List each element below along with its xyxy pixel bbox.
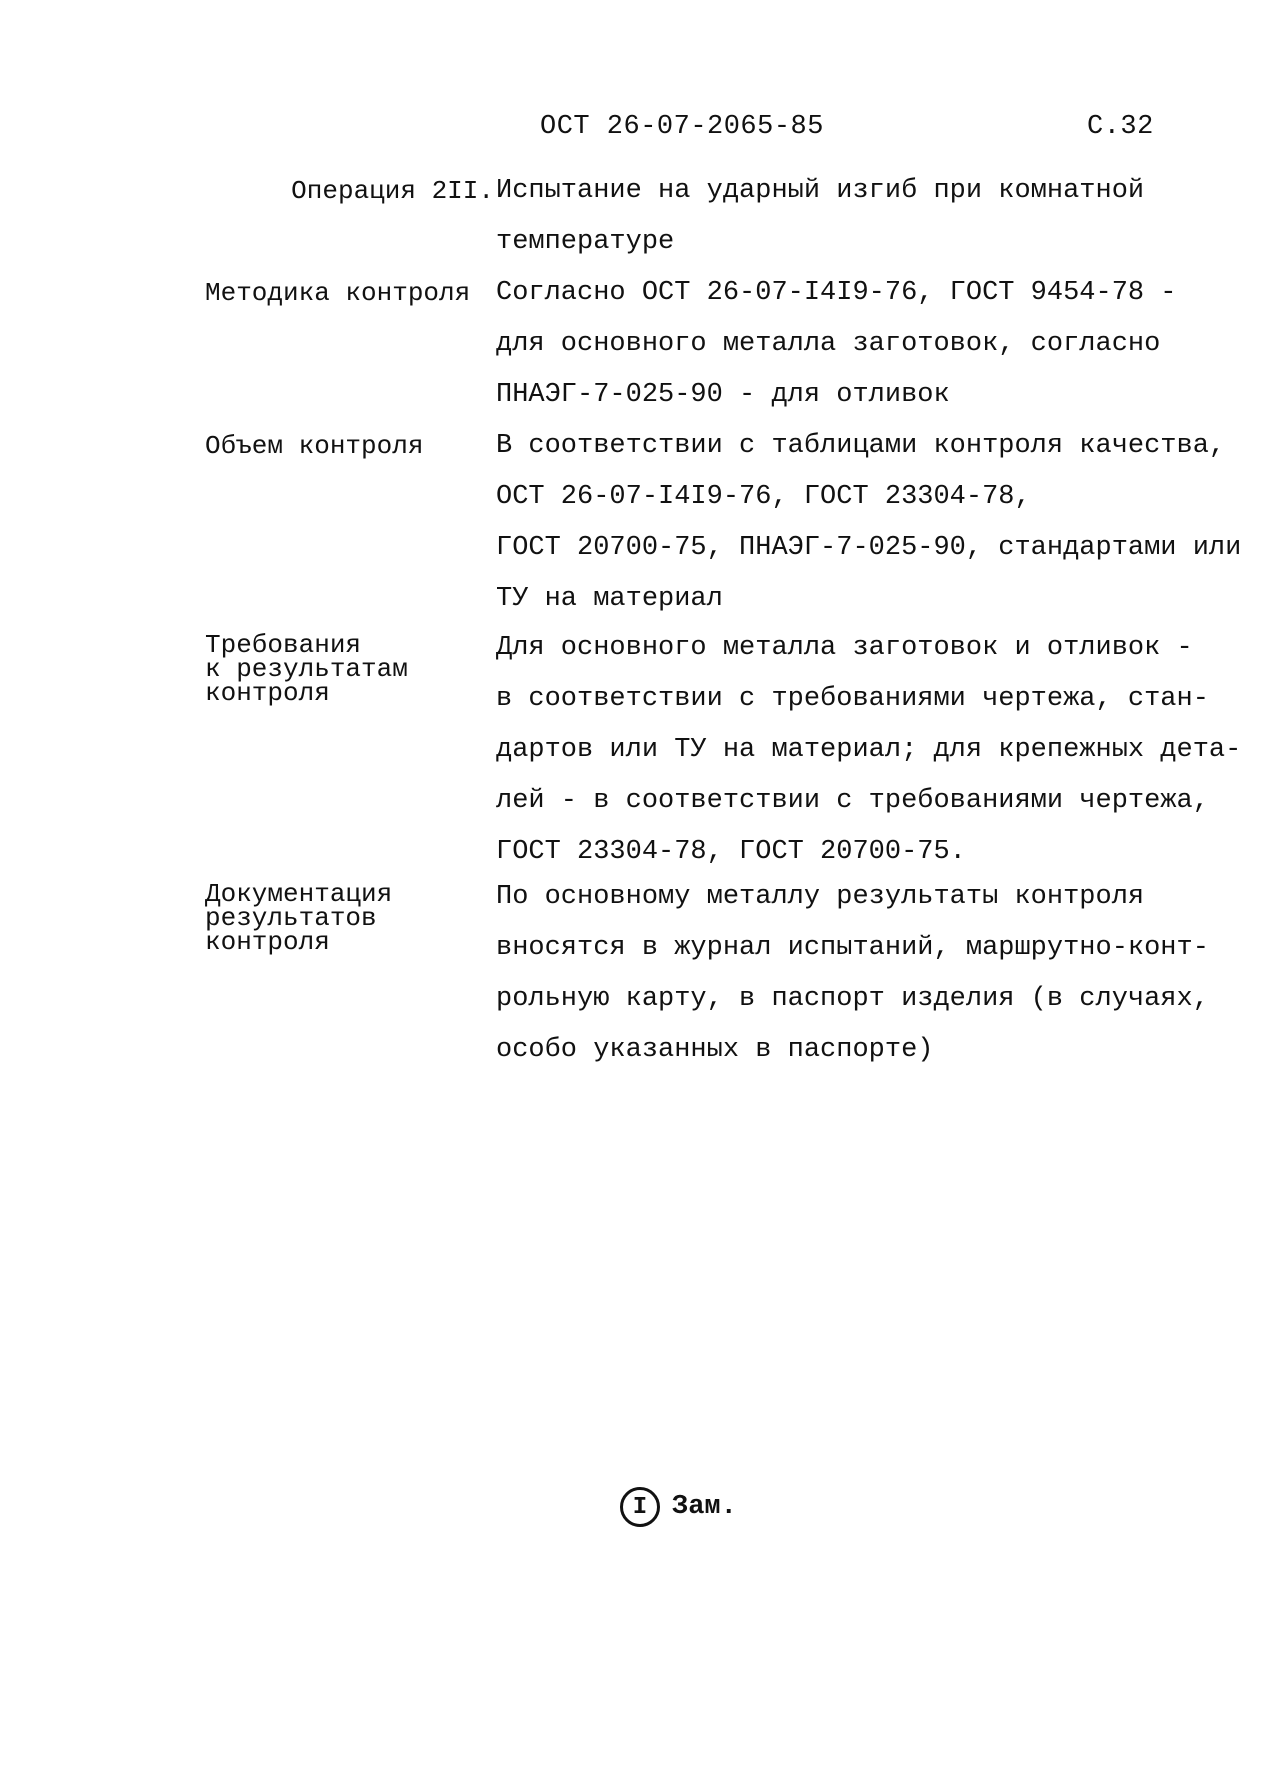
text-line: лей - в соответствии с требованиями чертежа,: [496, 786, 1209, 816]
label-line: Документация: [205, 879, 393, 909]
operation-text: [496, 166, 1216, 268]
text-line: ПНАЭГ-7-025-90 - для отливок: [496, 380, 950, 410]
requirements-text: [496, 623, 1242, 878]
text-line: ОСТ 26-07-I4I9-76, ГОСТ 23304-78,: [496, 482, 1031, 512]
text-line: ГОСТ 23304-78, ГОСТ 20700-75.: [496, 837, 966, 867]
text-line: вносятся в журнал испытаний, маршрутно-конт-: [496, 933, 1209, 963]
text-line: рольную карту, в паспорт изделия (в случаях,: [496, 984, 1209, 1014]
operation-label: Операция 2II.: [291, 176, 494, 206]
documentation-text: [496, 872, 1216, 1076]
method-label: Методика контроля: [205, 278, 471, 308]
scope-text: [496, 421, 1242, 625]
text-line: Для основного металла заготовок и отливок -: [496, 633, 1193, 663]
text-line: температуре: [496, 227, 675, 257]
revision-note: [620, 1487, 737, 1527]
text-line: дартов или ТУ на материал; для крепежных дета-: [496, 735, 1242, 765]
label-line: к результатам: [205, 654, 408, 684]
label-line: контроля: [205, 927, 330, 957]
method-text: [496, 268, 1216, 421]
scope-label: Объем контроля: [205, 431, 424, 461]
page-number: С.32: [1087, 112, 1154, 142]
requirements-label: [205, 623, 485, 708]
text-line: В соответствии с таблицами контроля качества,: [496, 431, 1226, 461]
label-line: результатов: [205, 903, 377, 933]
revision-label: Зам.: [672, 1492, 737, 1522]
documentation-label: [205, 872, 485, 957]
text-line: Испытание на ударный изгиб при комнатной: [496, 176, 1145, 206]
label-line: контроля: [205, 678, 330, 708]
text-line: ТУ на материал: [496, 584, 723, 614]
revision-circle-mark: I: [620, 1487, 660, 1527]
text-line: в соответствии с требованиями чертежа, стан-: [496, 684, 1209, 714]
text-line: для основного металла заготовок, согласно: [496, 329, 1161, 359]
text-line: Согласно ОСТ 26-07-I4I9-76, ГОСТ 9454-78 -: [496, 278, 1177, 308]
text-line: особо указанных в паспорте): [496, 1035, 934, 1065]
document-code: ОСТ 26-07-2065-85: [540, 112, 824, 142]
text-line: ГОСТ 20700-75, ПНАЭГ-7-025-90, стандартами или: [496, 533, 1242, 563]
label-line: Требования: [205, 630, 362, 660]
text-line: По основному металлу результаты контроля: [496, 882, 1145, 912]
